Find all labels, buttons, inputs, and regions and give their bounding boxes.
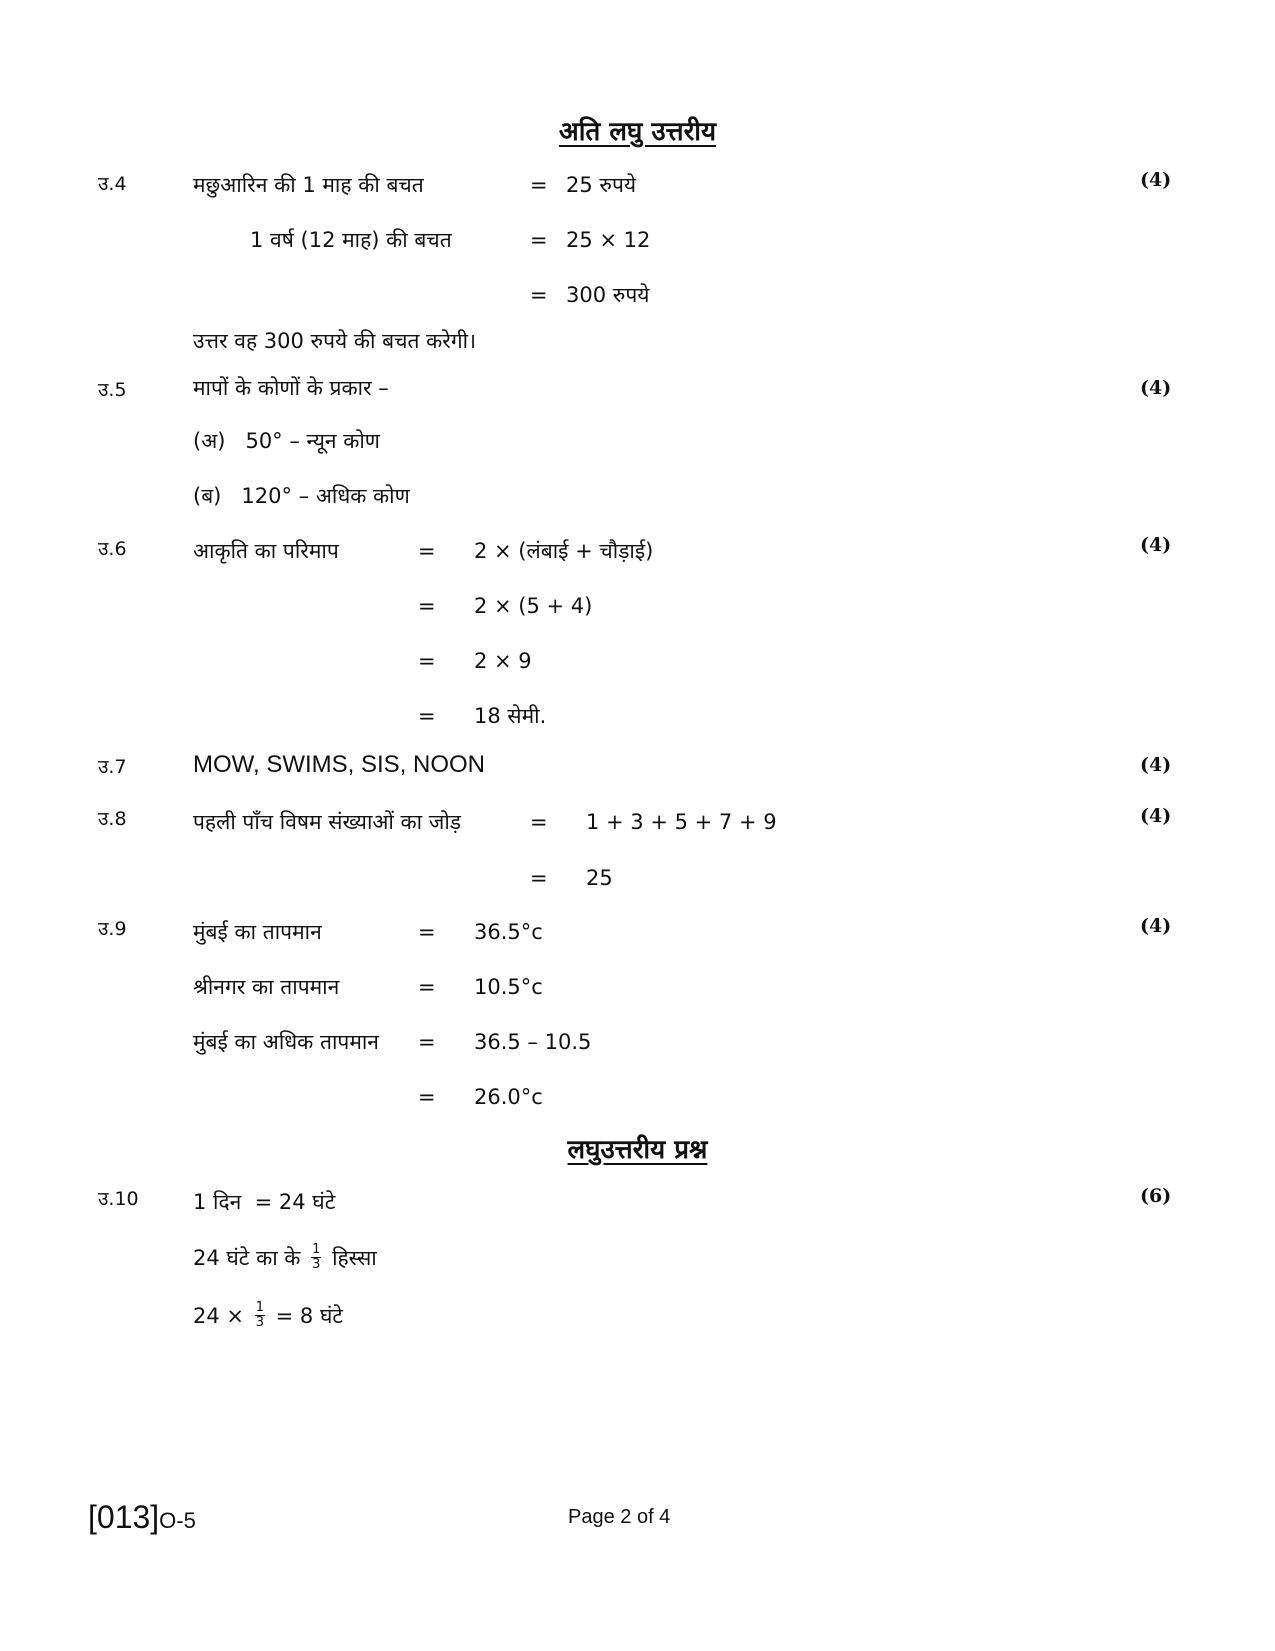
section-heading-short: लघुउत्तरीय प्रश्न (567, 1135, 708, 1165)
marks-q7: (4) (1140, 754, 1172, 776)
page-number: Page 2 of 4 (568, 1506, 671, 1528)
q6-step-4: 18 सेमी. (474, 704, 547, 728)
q7-answer: MOW, SWIMS, SIS, NOON (193, 751, 486, 778)
q6-step-3: 2 × 9 (474, 649, 532, 673)
q9-label-3: मुंबई का अधिक तापमान (193, 1030, 379, 1054)
question-number-8: उ.8 (98, 808, 127, 830)
q5-title: मापों के कोणों के प्रकार – (193, 376, 389, 400)
marks-q10: (6) (1140, 1185, 1172, 1207)
q6-equals-3: = (418, 649, 436, 673)
document-code-main: [013] (88, 1499, 160, 1535)
q5-option-b: (ब) 120° – अधिक कोण (193, 484, 410, 508)
q10-line2-post: हिस्सा (332, 1246, 377, 1270)
q6-label: आकृति का परिमाप (193, 539, 339, 563)
q5-option-a: (अ) 50° – न्यून कोण (193, 429, 380, 453)
one-third-fraction (255, 1301, 265, 1330)
q9-value-2: 10.5°c (474, 975, 543, 999)
fraction-denominator: 3 (312, 1256, 321, 1272)
question-number-7: उ.7 (98, 756, 127, 778)
question-number-9: उ.9 (98, 918, 127, 940)
q8-step-2: 25 (586, 866, 613, 890)
q4-line3-value: 300 रुपये (566, 283, 650, 307)
q8-label: पहली पाँच विषम संख्याओं का जोड़ (193, 810, 462, 834)
q10-line3-post: = 8 घंटे (275, 1304, 343, 1328)
fraction-denominator: 3 (255, 1314, 264, 1330)
q6-equals-1: = (418, 539, 436, 563)
q10-line3 (193, 1299, 343, 1332)
q10-line2 (193, 1241, 377, 1274)
marks-q9: (4) (1140, 915, 1172, 937)
q9-equals-4: = (418, 1085, 436, 1109)
q4-line2-equals: = (530, 228, 548, 252)
q9-value-1: 36.5°c (474, 920, 543, 944)
q4-line3-equals: = (530, 283, 548, 307)
q4-line2-value: 25 × 12 (566, 228, 651, 252)
document-code-suffix: O-5 (159, 1508, 196, 1533)
q9-label-2: श्रीनगर का तापमान (193, 975, 340, 999)
q8-step-1: 1 + 3 + 5 + 7 + 9 (586, 810, 777, 834)
q9-equals-2: = (418, 975, 436, 999)
marks-q4: (4) (1140, 169, 1172, 191)
q4-line1-value: 25 रुपये (566, 173, 637, 197)
q10-line3-pre: 24 × (193, 1304, 244, 1328)
q4-line2-label: 1 वर्ष (12 माह) की बचत (250, 228, 452, 252)
one-third-fraction (311, 1243, 321, 1272)
q4-line1-equals: = (530, 173, 548, 197)
q9-equals-1: = (418, 920, 436, 944)
q4-answer: उत्तर वह 300 रुपये की बचत करेगी। (193, 329, 477, 353)
q4-line1-label: मछुआरिन की 1 माह की बचत (193, 173, 424, 197)
marks-q6: (4) (1140, 534, 1172, 556)
q6-equals-4: = (418, 704, 436, 728)
q9-label-1: मुंबई का तापमान (193, 920, 322, 944)
question-number-5: उ.5 (98, 379, 127, 401)
question-number-6: उ.6 (98, 538, 127, 560)
fraction-numerator: 1 (312, 1241, 321, 1257)
question-number-10: उ.10 (98, 1188, 139, 1210)
document-code (88, 1497, 196, 1541)
question-number-4: उ.4 (98, 173, 127, 195)
q9-value-4: 26.0°c (474, 1085, 543, 1109)
q10-line2-pre: 24 घंटे का के (193, 1246, 301, 1270)
marks-q5: (4) (1140, 377, 1172, 399)
q6-equals-2: = (418, 594, 436, 618)
q8-equals-2: = (530, 866, 548, 890)
q10-line1: 1 दिन = 24 घंटे (193, 1190, 336, 1214)
q9-equals-3: = (418, 1030, 436, 1054)
q9-value-3: 36.5 – 10.5 (474, 1030, 592, 1054)
q8-equals-1: = (530, 810, 548, 834)
q6-step-1: 2 × (लंबाई + चौड़ाई) (474, 539, 654, 563)
marks-q8: (4) (1140, 805, 1172, 827)
fraction-numerator: 1 (255, 1299, 264, 1315)
section-heading-very-short: अति लघु उत्तरीय (558, 117, 717, 147)
q6-step-2: 2 × (5 + 4) (474, 594, 593, 618)
